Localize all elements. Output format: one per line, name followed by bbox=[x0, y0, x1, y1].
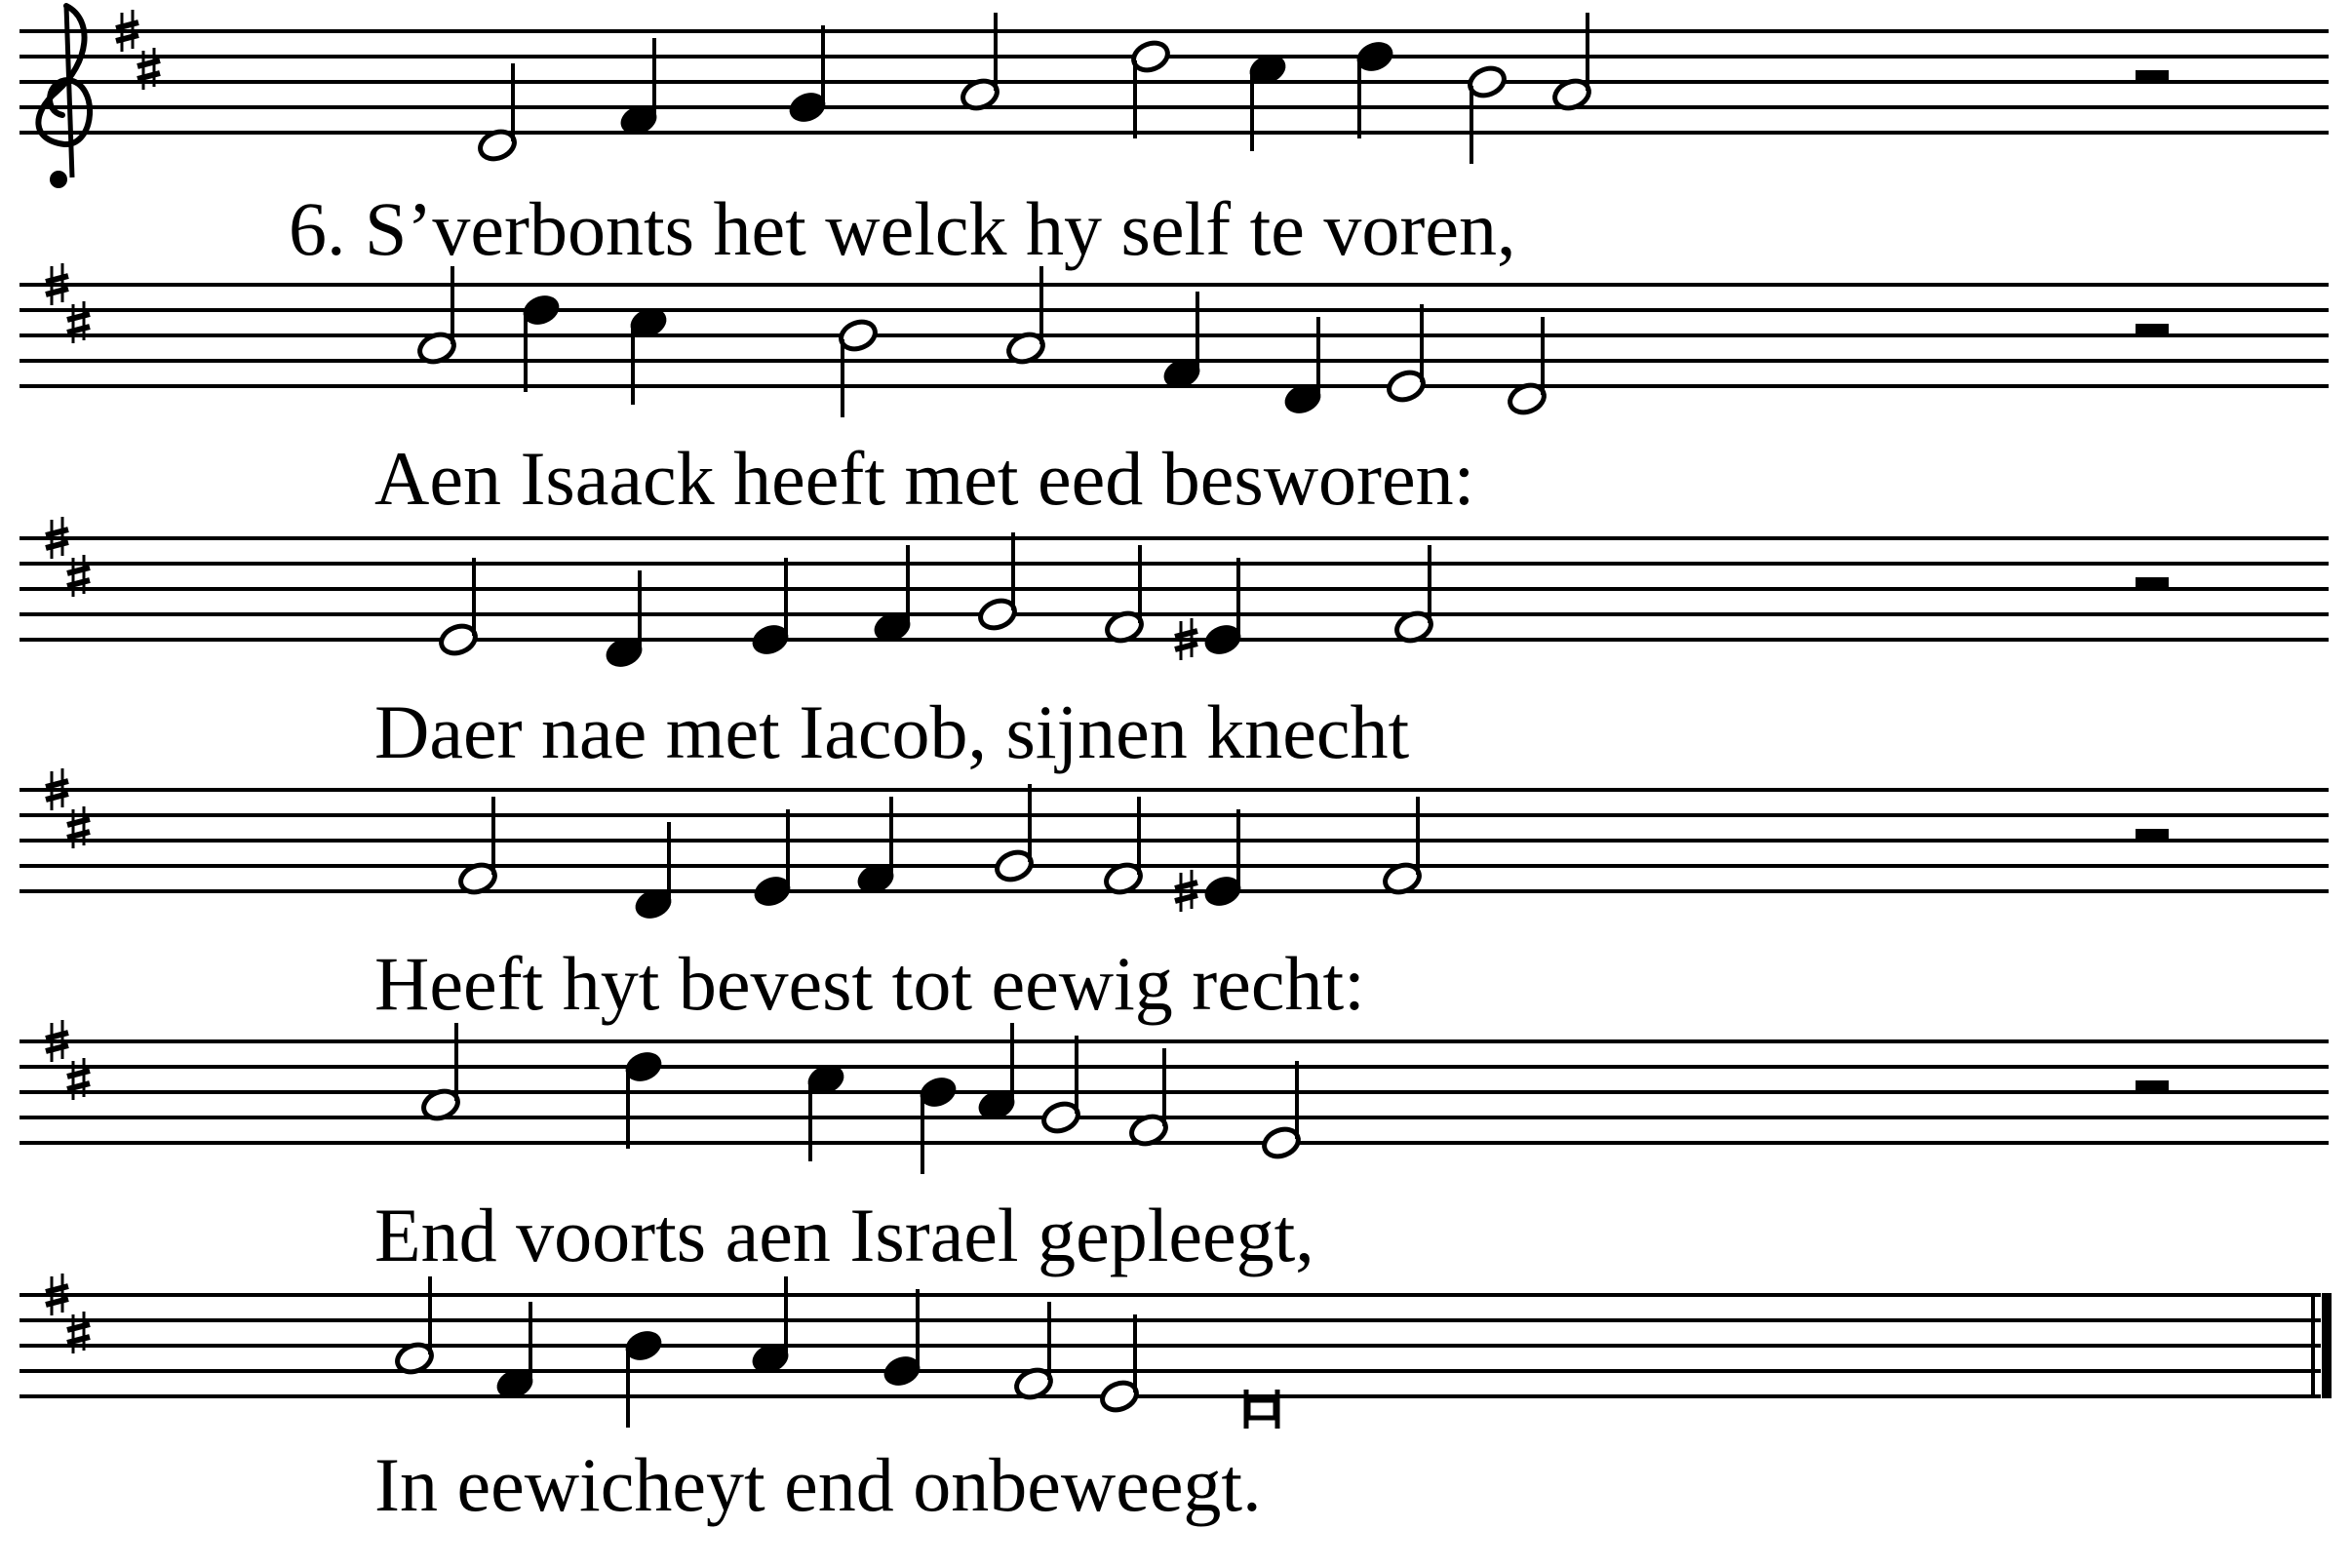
half-rest bbox=[2136, 1080, 2169, 1094]
half-rest bbox=[2136, 70, 2169, 84]
lyric-line-1: 6. S’verbonts het welck hy self te voren, bbox=[289, 186, 1516, 271]
treble-clef-tail bbox=[50, 171, 67, 188]
lyric-line-4: Heeft hyt bevest tot eewig recht: bbox=[374, 941, 1365, 1026]
breve-note bbox=[1248, 1400, 1275, 1418]
lyric-line-6: In eewicheyt end onbeweegt. bbox=[374, 1442, 1262, 1527]
lyric-line-2: Aen Isaack heeft met eed besworen: bbox=[374, 436, 1475, 521]
lyric-line-5: End voorts aen Israel gepleegt, bbox=[374, 1193, 1314, 1277]
lyric-line-3: Daer nae met Iacob, sijnen knecht bbox=[374, 689, 1410, 774]
treble-clef-icon bbox=[38, 6, 90, 144]
half-rest bbox=[2136, 577, 2169, 591]
half-rest bbox=[2136, 829, 2169, 843]
half-rest bbox=[2136, 324, 2169, 337]
